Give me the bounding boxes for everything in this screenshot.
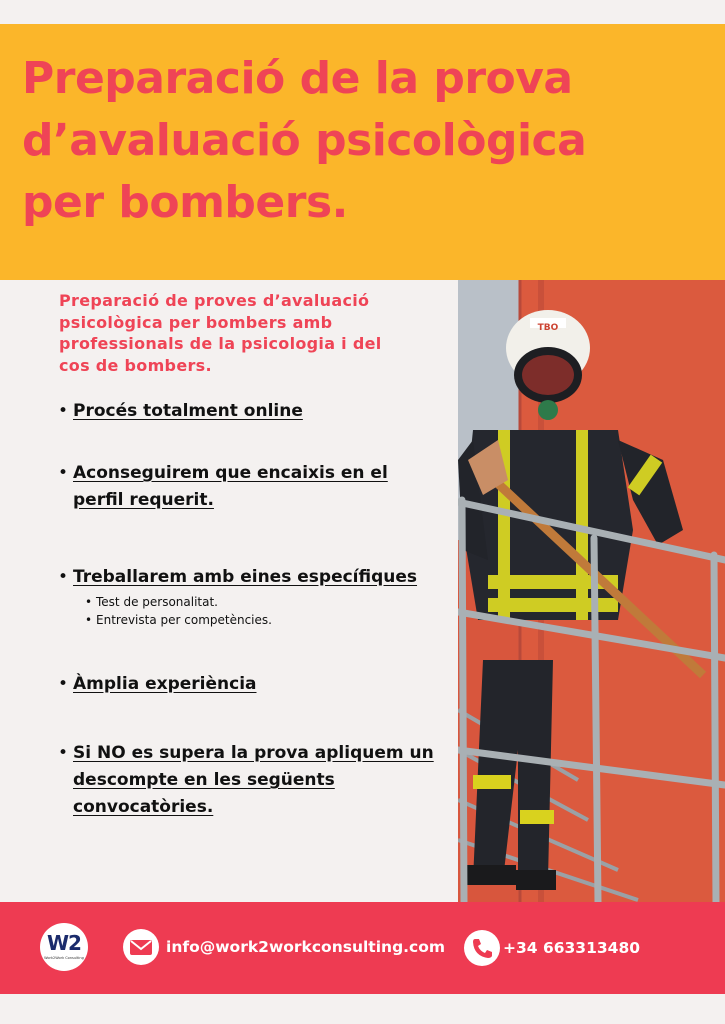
- sub-list-item: • Entrevista per competències.: [85, 611, 448, 629]
- bullet-dot: •: [58, 743, 69, 763]
- list-item-line: Procés totalment online: [73, 401, 303, 421]
- list-item-line: Treballarem amb eines específiques: [73, 567, 418, 587]
- sub-list: [85, 593, 448, 629]
- intro-line: Preparació de proves d’avaluació: [59, 291, 370, 310]
- page-title: [22, 48, 702, 234]
- list-item-line: convocatòries.: [73, 797, 214, 817]
- intro-line: psicològica per bombers amb: [59, 312, 333, 332]
- list-item: [58, 460, 448, 514]
- list-item: [58, 398, 448, 425]
- bullet-dot: •: [58, 463, 69, 483]
- logo-subtext: Work2Work Consulting: [44, 956, 84, 960]
- title-line: Preparació de la prova: [22, 53, 573, 104]
- firefighter-illustration: [458, 280, 725, 902]
- helmet-label: TBO: [537, 323, 559, 333]
- intro-line: cos de bombers.: [59, 355, 212, 375]
- logo-mark: [40, 932, 88, 954]
- sub-list-item: • Test de personalitat.: [85, 593, 448, 611]
- company-logo: [40, 923, 88, 971]
- logo-text: W2: [47, 931, 81, 955]
- title-line: d’avaluació psicològica: [22, 115, 587, 166]
- list-item-text: [73, 671, 448, 698]
- list-item-line: perfil requerit.: [73, 490, 214, 510]
- firefighter-photo: [458, 280, 725, 902]
- list-item-line: Aconseguirem que encaixis en el: [73, 463, 388, 483]
- list-item: [58, 740, 448, 821]
- intro-paragraph: [59, 290, 419, 376]
- bullet-dot: •: [58, 401, 69, 421]
- bullet-dot: •: [58, 674, 69, 694]
- list-item-text: [73, 460, 448, 514]
- list-item: [58, 564, 448, 629]
- envelope-icon: [123, 929, 159, 965]
- bullet-dot: •: [58, 567, 69, 587]
- list-item-line: Si NO es supera la prova apliquem un: [73, 743, 434, 763]
- list-item-text: [73, 740, 448, 821]
- email-link[interactable]: info@work2workconsulting.com: [166, 938, 446, 956]
- list-item-text: [73, 564, 448, 591]
- phone-link[interactable]: +34 663313480: [503, 939, 641, 957]
- list-item: [58, 671, 448, 698]
- list-item-text: [73, 398, 448, 425]
- phone-icon: [464, 930, 500, 966]
- intro-line: professionals de la psicologia i del: [59, 334, 382, 353]
- title-line: per bombers.: [22, 177, 348, 228]
- list-item-line: descompte en les següents: [73, 770, 335, 790]
- list-item-line: Àmplia experiència: [73, 674, 257, 694]
